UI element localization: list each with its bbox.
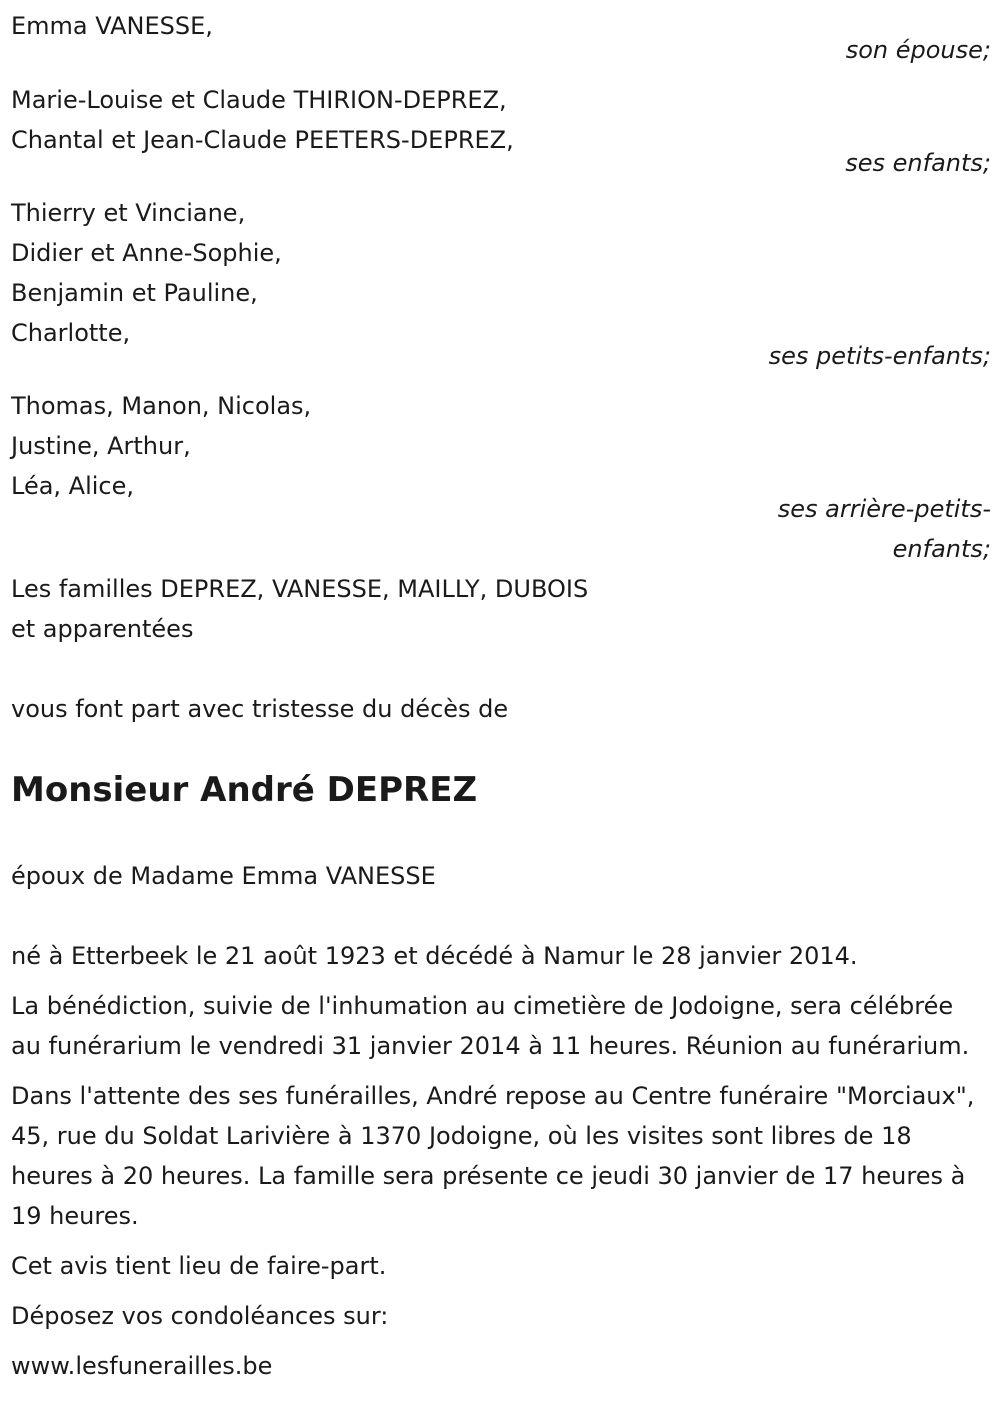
families-line: Les familles DEPREZ, VANESSE, MAILLY, DUBOIS <box>11 575 589 603</box>
grandchild-name: Benjamin et Pauline, <box>11 279 258 307</box>
visits-paragraph: Dans l'attente des ses funérailles, André repose au Centre funéraire "Morciaux", 45, rue du Soldat Larivière à 1370 Jodoigne, où les visites sont libres de 18 heures à 20 heures. La famille sera présente ce jeudi 30 janvier de 17 heures à 19 heures. <box>11 1082 975 1230</box>
great-grandchild-name: Thomas, Manon, Nicolas, <box>11 392 312 420</box>
children-role: ses enfants; <box>845 149 991 177</box>
birth-death-line: né à Etterbeek le 21 août 1923 et décédé à Namur le 28 janvier 2014. <box>11 942 858 970</box>
grandchild-name: Thierry et Vinciane, <box>11 199 246 227</box>
deceased-name: Monsieur André DEPREZ <box>11 770 478 810</box>
grandchildren-role: ses petits-enfants; <box>768 342 991 370</box>
spouse-name: Emma VANESSE, <box>11 12 213 40</box>
deceased-spouse-of: époux de Madame Emma VANESSE <box>11 862 436 890</box>
announcement: vous font part avec tristesse du décès de <box>11 695 509 723</box>
great-grandchildren-role: ses arrière-petits- <box>777 495 991 523</box>
great-grandchild-name: Léa, Alice, <box>11 472 135 500</box>
condolences-line: Déposez vos condoléances sur: <box>11 1302 389 1330</box>
grandchild-name: Didier et Anne-Sophie, <box>11 239 282 267</box>
families-line: et apparentées <box>11 615 194 643</box>
notice-line: Cet avis tient lieu de faire-part. <box>11 1252 387 1280</box>
child-name: Chantal et Jean-Claude PEETERS-DEPREZ, <box>11 126 514 154</box>
ceremony-paragraph: La bénédiction, suivie de l'inhumation au cimetière de Jodoigne, sera célébrée au funérarium le vendredi 31 janvier 2014 à 11 heures. Réunion au funérarium. <box>11 992 970 1060</box>
grandchild-name: Charlotte, <box>11 319 131 347</box>
great-grandchild-name: Justine, Arthur, <box>11 432 191 460</box>
spouse-role: son épouse; <box>845 36 991 64</box>
great-grandchildren-role-cont: enfants; <box>892 535 991 563</box>
website-link[interactable]: www.lesfunerailles.be <box>11 1352 273 1380</box>
obituary-notice <box>11 6 991 1386</box>
child-name: Marie-Louise et Claude THIRION-DEPREZ, <box>11 86 507 114</box>
